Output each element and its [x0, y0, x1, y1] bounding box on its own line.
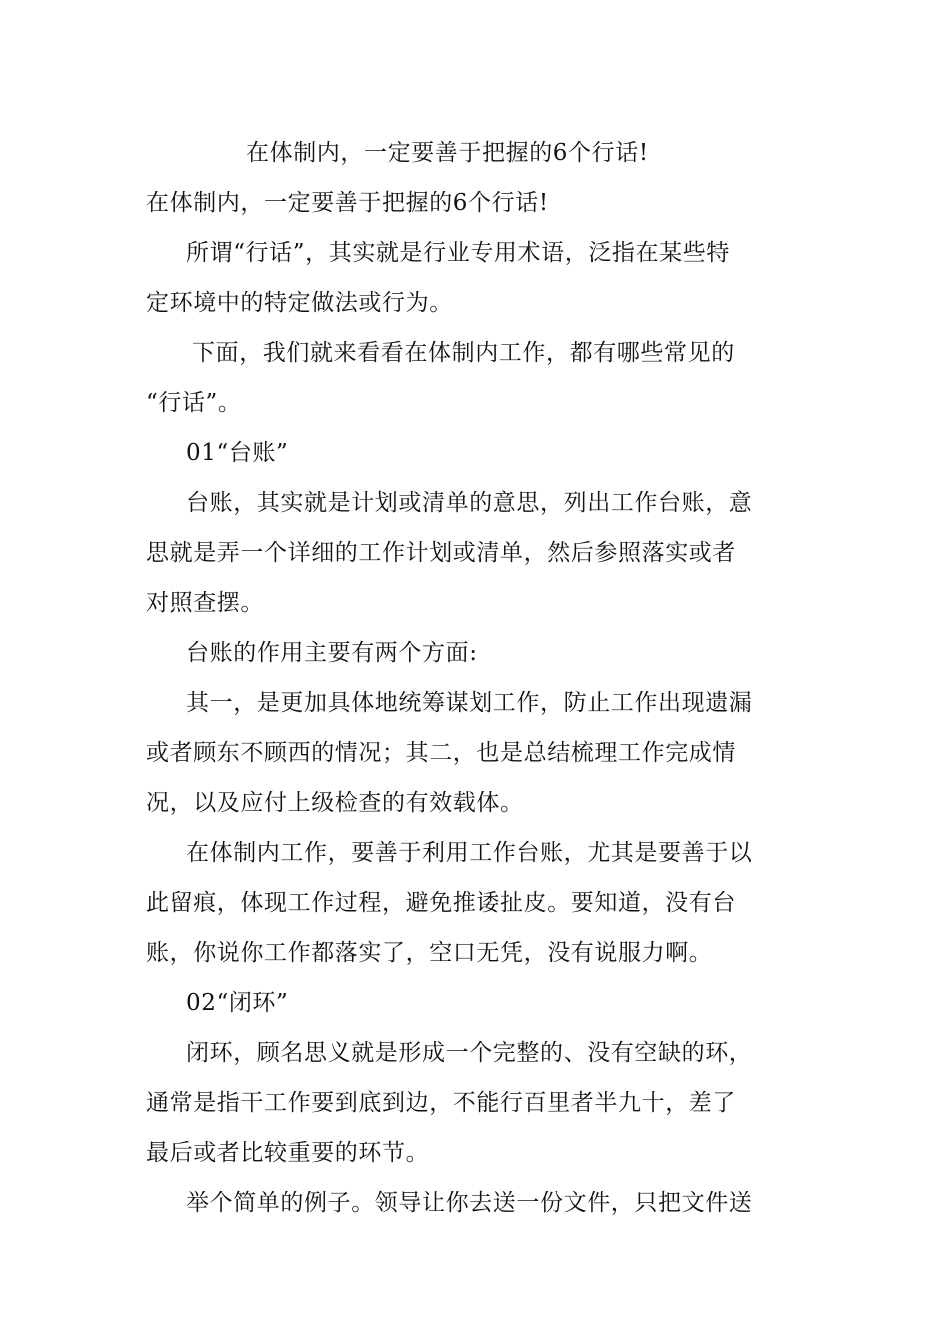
section-heading: 01“台账” [186, 440, 289, 466]
paragraph-line: 所谓“行话”，其实就是行业专用术语，泛指在某些特 [186, 240, 730, 266]
paragraph-line: 其一，是更加具体地统筹谋划工作，防止工作出现遗漏 [186, 690, 753, 716]
document-title: 在体制内，一定要善于把握的6个行话! [246, 140, 649, 166]
paragraph-line: 定环境中的特定做法或行为。 [146, 290, 453, 316]
paragraph-line: 台账，其实就是计划或清单的意思，列出工作台账，意 [186, 490, 753, 516]
paragraph-line: 况，以及应付上级检查的有效载体。 [146, 790, 524, 816]
paragraph-line: 在体制内工作，要善于利用工作台账，尤其是要善于以 [186, 840, 753, 866]
section-heading: 02“闭环” [186, 990, 289, 1016]
paragraph-line: 最后或者比较重要的环节。 [146, 1140, 430, 1166]
paragraph-line: 对照查摆。 [146, 590, 264, 616]
paragraph-line: “行话”。 [146, 390, 242, 416]
document-body [146, 128, 808, 1228]
paragraph-line: 通常是指干工作要到底到边，不能行百里者半九十，差了 [146, 1090, 736, 1116]
paragraph-line: 账，你说你工作都落实了，空口无凭，没有说服力啊。 [146, 940, 713, 966]
paragraph-line: 思就是弄一个详细的工作计划或清单，然后参照落实或者 [146, 540, 736, 566]
paragraph-line: 在体制内，一定要善于把握的6个行话! [146, 190, 549, 216]
paragraph-line: 台账的作用主要有两个方面: [186, 640, 478, 666]
paragraph-line: 或者顾东不顾西的情况；其二，也是总结梳理工作完成情 [146, 740, 736, 766]
paragraph-line: 此留痕，体现工作过程，避免推诿扯皮。要知道，没有台 [146, 890, 736, 916]
paragraph-line: 下面，我们就来看看在体制内工作，都有哪些常见的 [192, 340, 735, 366]
paragraph-line: 闭环，顾名思义就是形成一个完整的、没有空缺的环， [186, 1040, 753, 1066]
paragraph-line: 举个简单的例子。领导让你去送一份文件，只把文件送 [186, 1190, 753, 1216]
